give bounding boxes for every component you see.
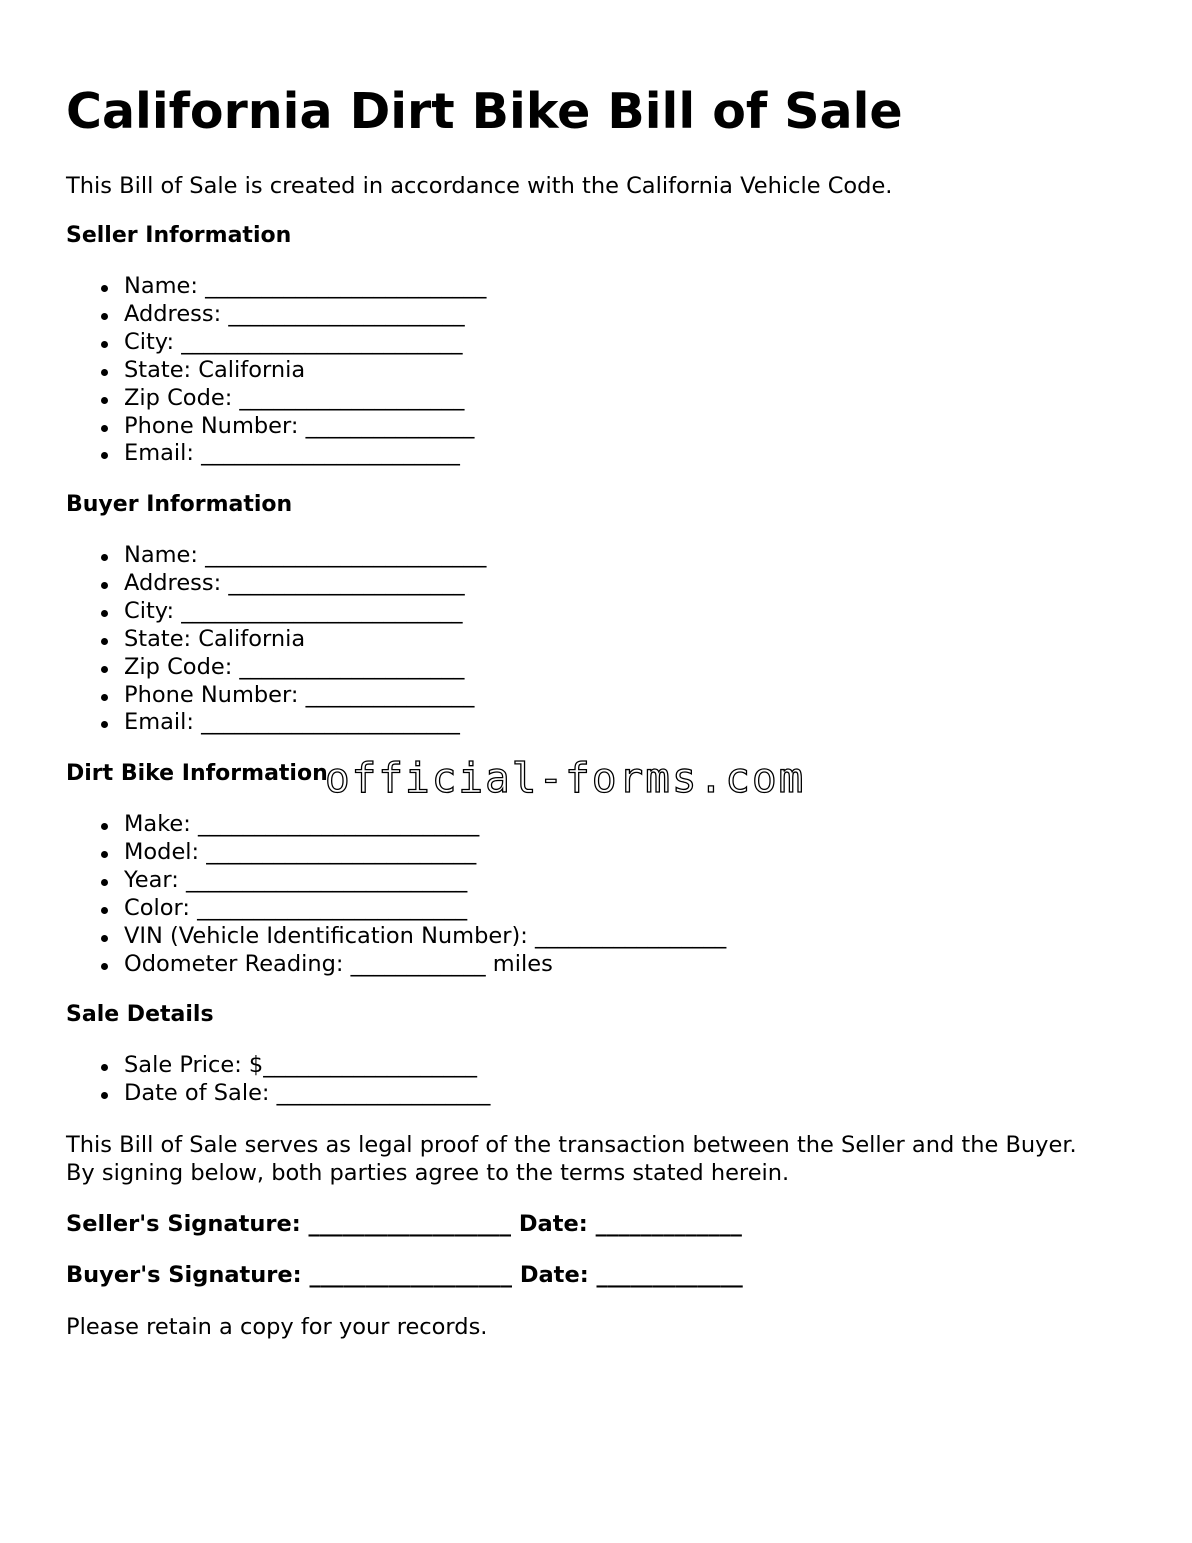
seller-signature-line: Seller's Signature: __________________ Date: _____________ [66,1211,742,1237]
buyer-email-field: Email: _______________________ [66,709,486,737]
seller-state-field: State: California [66,357,486,385]
document-title: California Dirt Bike Bill of Sale [66,83,903,140]
seller-list [66,273,486,468]
bike-list [66,811,726,978]
buyer-phone-field: Phone Number: _______________ [66,682,486,710]
sale-list [66,1052,490,1108]
watermark: official-forms.com [325,754,806,802]
bike-year-field: Year: _________________________ [66,867,726,895]
bike-odometer-field: Odometer Reading: ____________ miles [66,951,726,979]
seller-address-field: Address: _____________________ [66,301,486,329]
sale-heading: Sale Details [66,1002,214,1027]
sale-price-field: Sale Price: $___________________ [66,1052,490,1080]
buyer-address-field: Address: _____________________ [66,570,486,598]
buyer-state-field: State: California [66,626,486,654]
bike-model-field: Model: ________________________ [66,839,726,867]
seller-name-field: Name: _________________________ [66,273,486,301]
buyer-signature-line: Buyer's Signature: __________________ Date: _____________ [66,1262,743,1288]
buyer-city-field: City: _________________________ [66,598,486,626]
bike-heading: Dirt Bike Information [66,761,328,786]
sale-date-field: Date of Sale: ___________________ [66,1080,490,1108]
seller-city-field: City: _________________________ [66,329,486,357]
bike-make-field: Make: _________________________ [66,811,726,839]
bike-vin-field: VIN (Vehicle Identification Number): _________________ [66,923,726,951]
buyer-zip-field: Zip Code: ____________________ [66,654,486,682]
retain-note: Please retain a copy for your records. [66,1314,488,1340]
seller-zip-field: Zip Code: ____________________ [66,385,486,413]
buyer-list [66,542,486,737]
intro-text: This Bill of Sale is created in accordance with the California Vehicle Code. [66,173,893,199]
closing-text-line-2: By signing below, both parties agree to the terms stated herein. [66,1160,790,1186]
seller-phone-field: Phone Number: _______________ [66,413,486,441]
bike-color-field: Color: ________________________ [66,895,726,923]
closing-text-line-1: This Bill of Sale serves as legal proof of the transaction between the Seller and the Buyer. [66,1132,1077,1158]
seller-email-field: Email: _______________________ [66,440,486,468]
buyer-heading: Buyer Information [66,492,293,517]
seller-heading: Seller Information [66,223,292,248]
buyer-name-field: Name: _________________________ [66,542,486,570]
